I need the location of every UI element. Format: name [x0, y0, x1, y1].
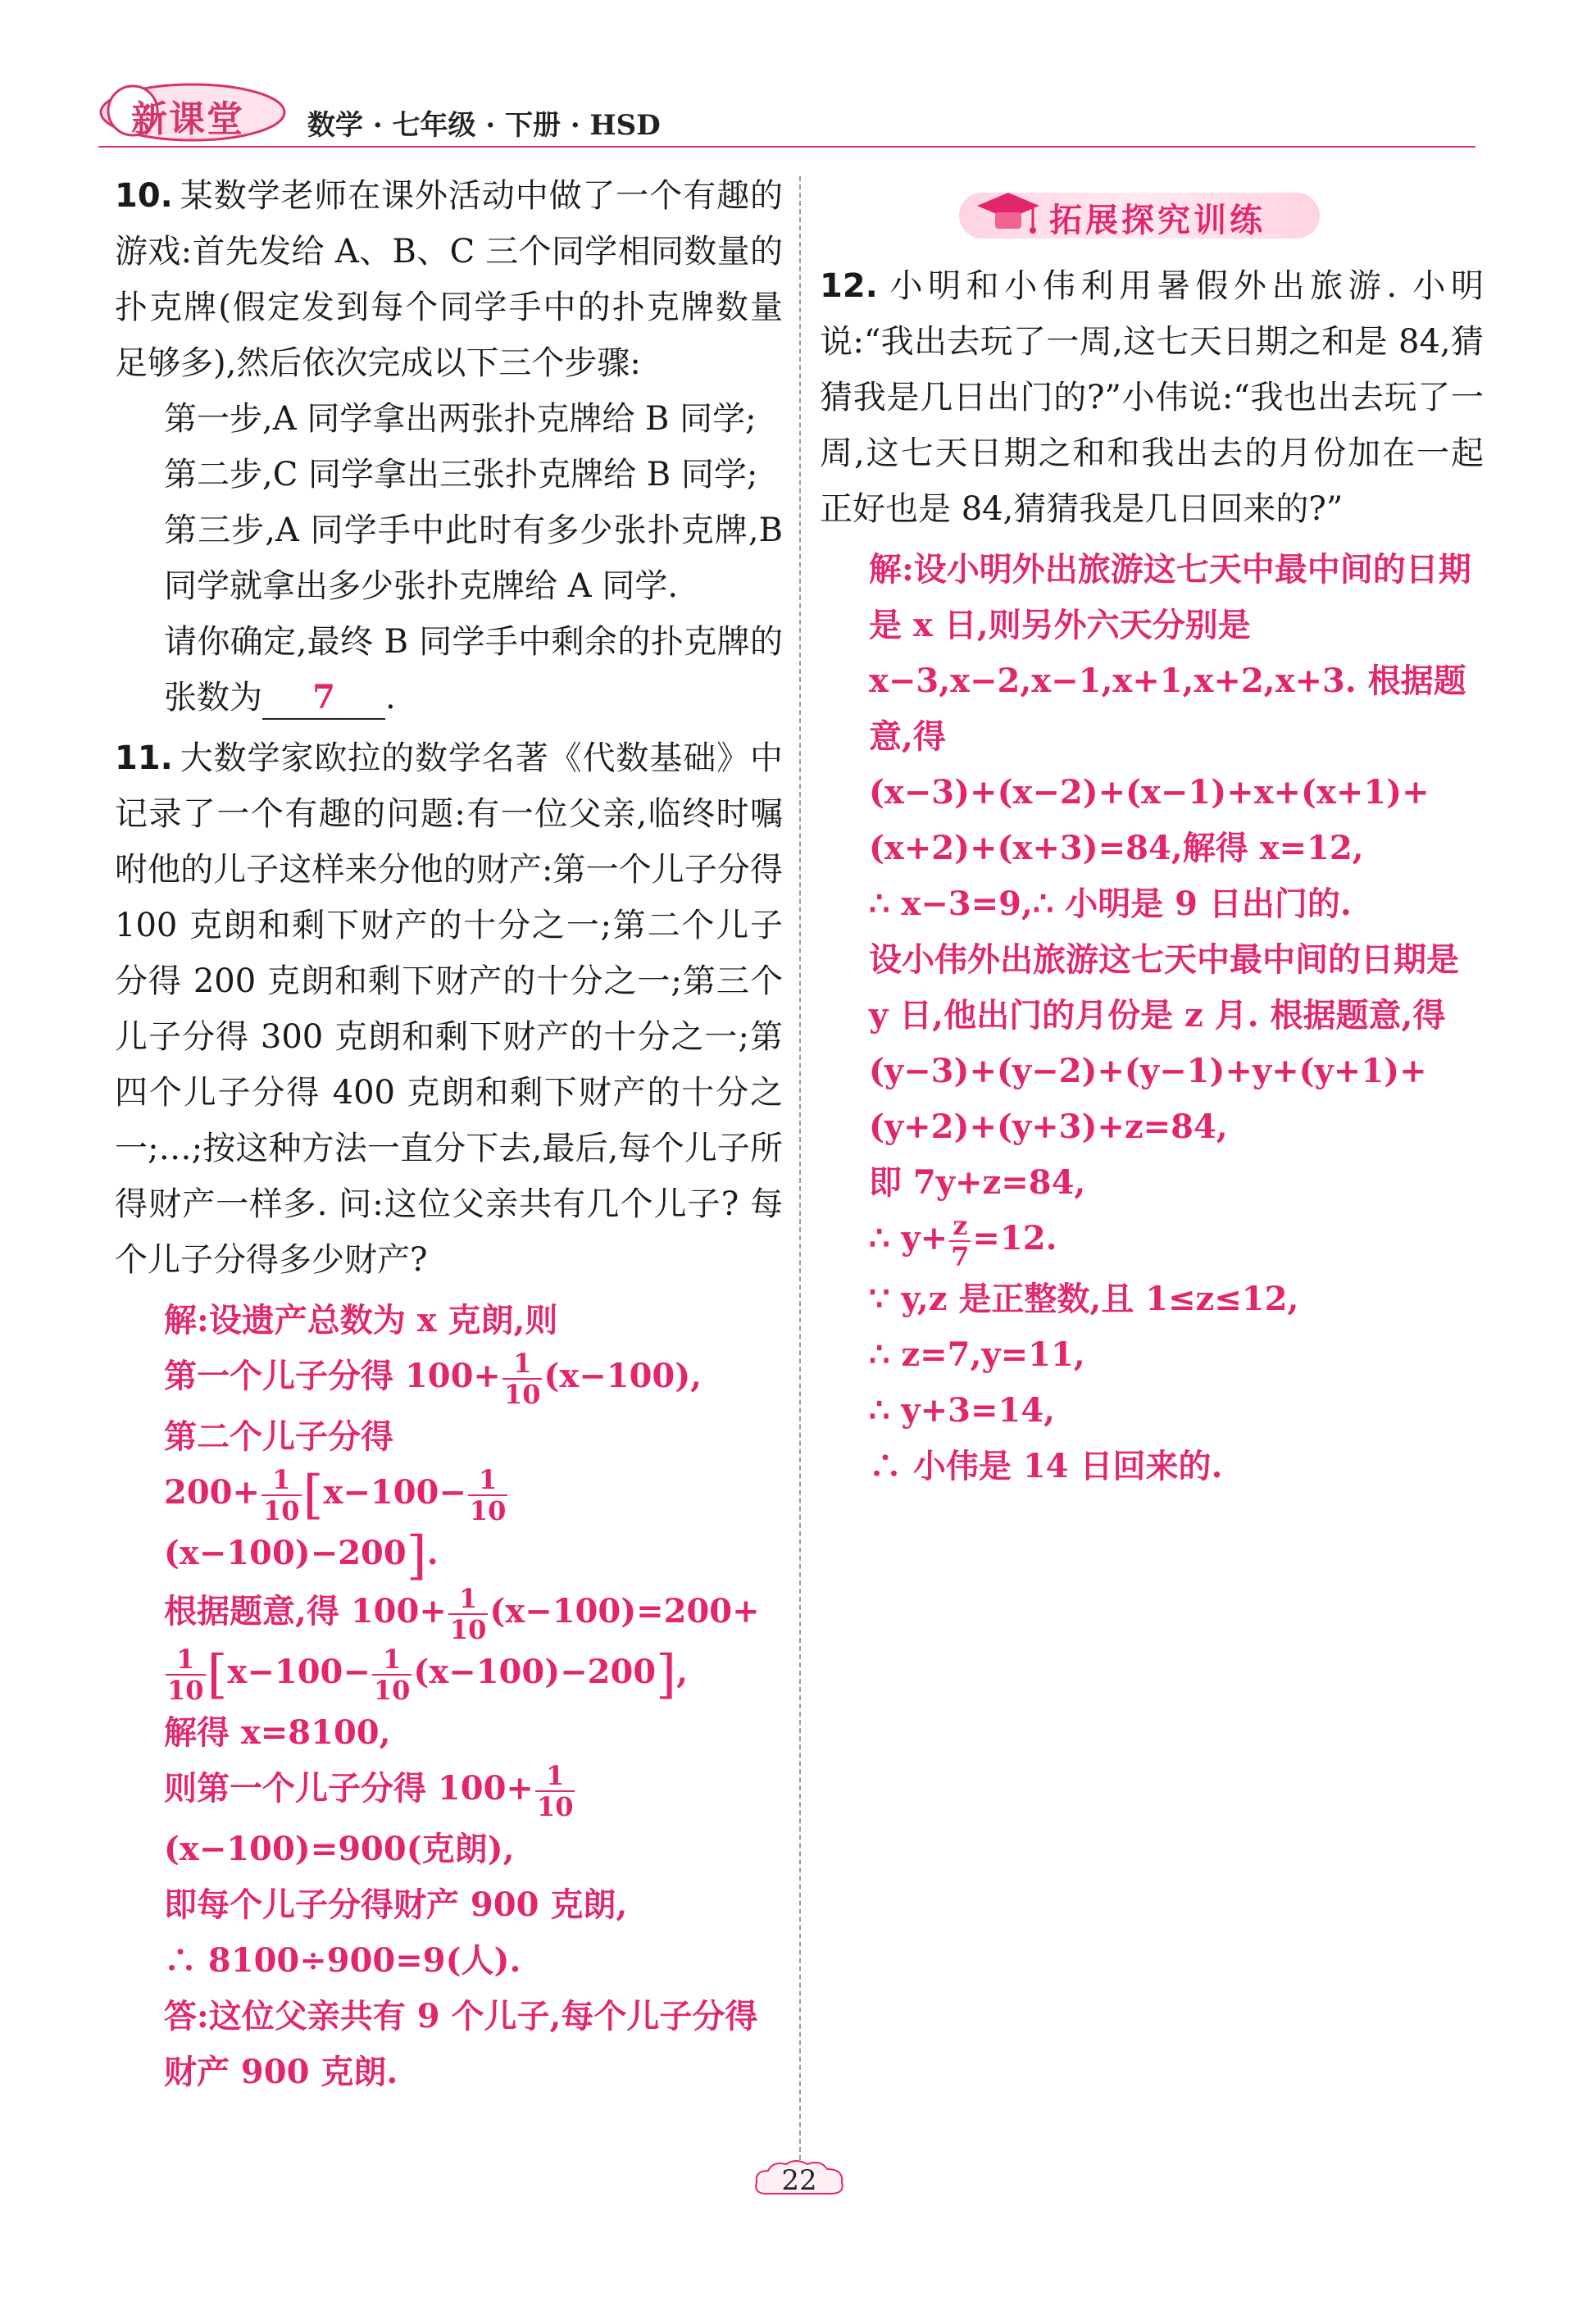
fraction	[468, 1465, 508, 1526]
column-divider	[799, 176, 801, 2160]
question-11	[115, 730, 783, 1288]
question-number: 10.	[115, 177, 173, 215]
solution-text: (x−100)=200+	[489, 1592, 760, 1631]
solution-line: ∴ 8100÷900=9(人).	[164, 1941, 521, 1980]
fraction-numerator: 1	[502, 1349, 543, 1380]
fraction-denominator: 10	[449, 1614, 487, 1645]
solution-line: 即每个儿子分得财产 900 克朗,	[164, 1885, 628, 1924]
left-bracket: [	[302, 1465, 324, 1526]
fraction	[535, 1761, 575, 1822]
solution-text: ∴ y+	[869, 1219, 948, 1258]
fraction	[166, 1644, 206, 1705]
fraction-denominator: 10	[503, 1379, 541, 1410]
solution-line	[164, 1644, 783, 1705]
solution-text: (x−100)−200	[413, 1653, 657, 1691]
fraction	[502, 1349, 543, 1409]
solution-line	[164, 1349, 783, 1409]
solution-text: (x−100)=900(克朗),	[164, 1830, 515, 1868]
question-number: 12.	[820, 267, 878, 305]
right-bracket: ]	[656, 1644, 677, 1705]
page-number	[750, 2158, 848, 2204]
solution-line: 第二个儿子分得	[164, 1417, 393, 1456]
solution-line: (x−3)+(x−2)+(x−1)+x+(x+1)+(x+2)+(x+3)=84,解得 x=12,	[869, 773, 1430, 867]
header-divider	[98, 146, 1476, 148]
page-header	[98, 78, 1476, 152]
prompt-end: .	[385, 679, 396, 716]
right-column	[820, 258, 1484, 1494]
graduation-cap-icon	[975, 188, 1041, 242]
solution-text: .	[426, 1534, 439, 1572]
solution-text: 根据题意,得 100+	[164, 1592, 447, 1631]
section-banner	[959, 184, 1320, 242]
step-2: 第二步,C 同学拿出三张扑克牌给 B 同学;	[164, 456, 758, 493]
brand-logo	[98, 78, 295, 143]
fraction-denominator: 10	[469, 1495, 507, 1526]
solution-text: (x−100)−200	[164, 1534, 407, 1572]
fraction-denominator: 10	[536, 1791, 574, 1822]
question-text: 大数学家欧拉的数学名著《代数基础》中记录了一个有趣的问题:有一位父亲,临终时嘱咐他的儿子这样来分他的财产:第一个儿子分得 100 克朗和剩下财产的十分之一;第二个儿子分得 200 克朗和剩下财产的十分之一;第三个儿子分得 300 克朗和剩下财产的十分之一;第四个儿子分得 400 克朗和剩下财产的十分之一;…;按这种方法一直分下去,最后,每个儿子所得财产一样多. 问:这位父亲共有几个儿子? 每个儿子分得多少财产?	[115, 739, 783, 1279]
answer-blank: 7	[262, 677, 385, 720]
fraction-denominator: 10	[167, 1675, 204, 1706]
banner-title: 拓展探究训练	[1049, 202, 1266, 239]
solution-text: x−100−	[323, 1473, 466, 1512]
solution-text: =12.	[972, 1219, 1057, 1258]
fraction	[949, 1211, 971, 1271]
fraction-denominator: 10	[373, 1675, 411, 1706]
page-number-text: 22	[781, 2164, 817, 2197]
solution-line: 即 7y+z=84,	[869, 1163, 1086, 1202]
logo-text: 新课堂	[131, 98, 244, 140]
solution-text: x−100−	[227, 1653, 371, 1691]
solution-line: 解:设小明外出旅游这七天中最中间的日期是 x 日,则另外六天分别是 x−3,x−2,x−1,x+1,x+2,x+3. 根据题意,得	[869, 550, 1471, 756]
solution-12	[820, 542, 1484, 1494]
left-column	[115, 168, 783, 2100]
solution-line	[164, 1465, 783, 1584]
question-text: 小明和小伟利用暑假外出旅游. 小明说:“我出去玩了一周,这七天日期之和是 84,猜猜我是几日出门的?”小伟说:“我也出去玩了一周,这七天日期之和和我出去的月份加在一起正好也是 84,猜猜我是几日回来的?”	[820, 267, 1484, 528]
question-10	[115, 168, 783, 725]
solution-line: ∴ 小伟是 14 日回来的.	[869, 1447, 1223, 1485]
fraction-numerator: 1	[261, 1465, 302, 1496]
solution-line	[164, 1761, 783, 1877]
fraction-denominator: 10	[263, 1495, 300, 1526]
step-1: 第一步,A 同学拿出两张扑克牌给 B 同学;	[164, 400, 757, 438]
fraction-numerator: 1	[448, 1584, 489, 1615]
solution-line	[164, 1584, 783, 1644]
book-subject: 数学 · 七年级 · 下册 · HSD	[307, 109, 661, 142]
question-prompt	[115, 614, 783, 725]
solution-text: ,	[676, 1653, 689, 1691]
right-bracket: ]	[406, 1526, 427, 1586]
question-number: 11.	[115, 739, 173, 777]
fraction-numerator: z	[949, 1211, 971, 1242]
question-text: 某数学老师在课外活动中做了一个有趣的游戏:首先发给 A、B、C 三个同学相同数量的扑克牌(假定发到每个同学手中的扑克牌数量足够多),然后依次完成以下三个步骤:	[115, 177, 783, 382]
solution-11	[115, 1293, 783, 2100]
solution-text: 第一个儿子分得 100+	[164, 1357, 501, 1395]
question-12	[820, 258, 1484, 537]
fraction-numerator: 1	[166, 1644, 206, 1676]
solution-line: ∴ z=7,y=11,	[869, 1335, 1085, 1374]
solution-line	[869, 1211, 1484, 1271]
solution-text: 则第一个儿子分得 100+	[164, 1769, 534, 1808]
fraction	[448, 1584, 489, 1644]
solution-line: 解得 x=8100,	[164, 1713, 391, 1752]
fraction	[372, 1644, 412, 1705]
fraction-numerator: 1	[468, 1465, 508, 1496]
step-3: 第三步,A 同学手中此时有多少张扑克牌,B 同学就拿出多少张扑克牌给 A 同学.	[164, 512, 783, 605]
solution-line: ∴ y+3=14,	[869, 1391, 1056, 1430]
fraction	[261, 1465, 302, 1526]
solution-line: 答:这位父亲共有 9 个儿子,每个儿子分得财产 900 克朗.	[164, 1997, 758, 2091]
solution-line: 设小伟外出旅游这七天中最中间的日期是 y 日,他出门的月份是 z 月. 根据题意,得	[869, 940, 1459, 1035]
fraction-numerator: 1	[372, 1644, 412, 1676]
fraction-denominator: 7	[951, 1241, 970, 1272]
fraction-numerator: 1	[535, 1761, 575, 1792]
solution-line: ∵ y,z 是正整数,且 1≤z≤12,	[869, 1280, 1299, 1318]
left-bracket: [	[207, 1644, 228, 1705]
solution-line: (y−3)+(y−2)+(y−1)+y+(y+1)+(y+2)+(y+3)+z=84,	[869, 1052, 1427, 1146]
prompt-text: 请你确定,最终 B 同学手中剩余的扑克牌的张数为	[164, 623, 783, 716]
solution-line: 解:设遗产总数为 x 克朗,则	[164, 1301, 558, 1339]
solution-text: (x−100),	[543, 1357, 703, 1395]
solution-line: ∴ x−3=9,∴ 小明是 9 日出门的.	[869, 885, 1352, 923]
solution-text: 200+	[164, 1473, 261, 1512]
